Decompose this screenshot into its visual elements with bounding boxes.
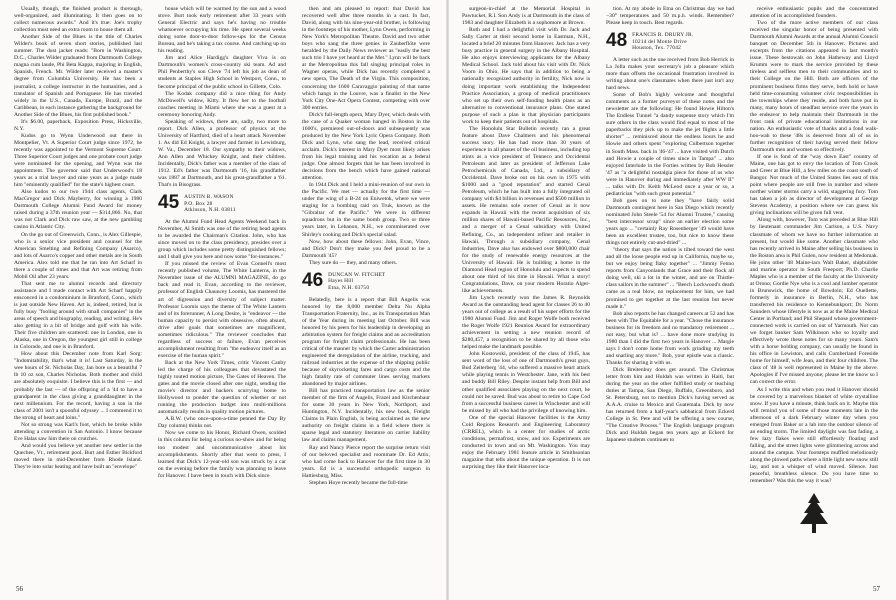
paragraph: Usually, though, the finished product is thorough, well-organized, and illuminating. It then goes on to collect numerous awards." And it's true: Joe's trophy collection must need an extra room to house them all. <box>14 6 142 34</box>
paragraph: Bob goes on to note they "have fairly solid Dartmouth contingent here in San Diego which recently nominated John Steele '54 for Alumni Trustee," causing "best intercessor scrap" since an earlier election some years ago ... "certainly Ray Rosenberger '49 would have been an excellent trustee, too, but nice to know these things not entirely cut-and-dried" ... <box>606 197 734 247</box>
secretary-name: AUSTIN B. WASON <box>184 194 234 201</box>
paragraph: Another Side of the Blues is the title of Charles Wilder's book of seven short stories, published last summer. The dust jacket reads: "Born in Washington, D.C., Charles Wilder graduated from Dartmouth College magna cum laude, Phi Beta Kappa, majoring in English, Spanish, French. Mr. Wilder later received a master's degree from Columbia University. He has been a journalist, a college instructor in the humanities, and a translator of Spanish and Portuguese. He has traveled widely in the U.S., Canada, Europe, Brazil, and the Caribbean, in each instance gathering the background for Another Side of the Blues, his first published book." <box>14 34 142 118</box>
paragraph-group <box>302 297 430 487</box>
paragraph: It's $6.00, paperback, Exposition Press, Hicksville, N.Y. <box>14 118 142 132</box>
paragraph: They sure do — they, and many others. <box>309 259 398 266</box>
paragraph: Now we come to his Honor, Richard Owen, scolded in this column for being a curious no-show and for being too modest and uncommunicative about his accomplishments. Shortly after that went to press, I learned that Dick's 12-year-old son was struck by a car on the evening before the family was planning to leave for Hanover. I have been in touch with Dick since <box>158 430 286 479</box>
right-column-1 <box>462 6 590 582</box>
left-column-2 <box>158 6 286 582</box>
secretary-name: FRANCIS R. DRURY JR. <box>632 32 694 39</box>
paragraph: Speaking of widows, there are, sadly, two more to report. Dick Allen, a professor of physics at the University of Hartford, died of a heart attack November 1. As did Ed Knight, a lawyer and farmer in Lewisburg, W. Va., December 18. Our sympathy to their widows, Ann Allen and Whickey Knight, and their children. Incidentally, Dick's father was a member of the class of 1912. Ed's father was Dartmouth '16, his grandfather was 1887 at Dartmouth, and his great-grandfather a '61. That's in Bisograss. <box>158 118 286 189</box>
left-column-1 <box>14 6 142 582</box>
address-line: 10214 del Monte Drive <box>632 38 687 45</box>
address-line: Hayes Hill <box>328 278 354 285</box>
paragraph: How about this December note from Karl Sorg: "Indomitability, that's what it is! Last Saturday, in the wee hours of St. Nicholas Day, Jan bore us a beautiful 7 lb 10 oz son, Charles Nicholas. Both mother and child are absolutely exquisite. I believe this is the first — and probably the last — of the offspring of a '44 to have a grandparent in the class giving a granddaughter in the next millennium. For the record, having a son in the class of 2001 isn't a spoonful odyssey ... I commend it to the strong of heart and loins." <box>14 351 142 421</box>
address-line: Etna, N.H. 03750 <box>328 284 370 291</box>
paragraph-group <box>606 6 734 27</box>
paragraph: In 1944 Dick and I held a mini-reunion of our own in the Pacific. We met — actually for the first time — under the wing of a B-24 on Eniwetok, where we were staging for a bombing raid on Truk, known as the "Gibraltar of the Pacific." We were in different squadrons but in the same bomb group. Two or three years later, in Lebanon, N.H., we commiserated over Shirley's cooking and Dick's special salad. <box>302 182 430 238</box>
paragraph: Jim Lynch recently won the James R. Reynolds Award as the outstanding head agent for classes 26 to 40 years out of college as a result of his super efforts for the 1980 Alumni Fund. Jim and Roger Wolfe both received the Roger Wolfe 1921 Reunion Award for extraordinary achievement in setting a new reunion record of $280,457, a recognition to be shared by all those who helped make the landmark possible. <box>462 294 590 351</box>
class-notice-46 <box>302 269 430 292</box>
class-year-number: 48 <box>606 30 628 52</box>
paragraph: As I write this and when you read it Hanover should be covered by a marvelous blanket of white crystalline snow. If you have a minute, think back on it. Maybe this will remind you of some of those moments late in the afternoon of a dark February winter day when you emerged from Baker or a lab into the outdoor silence of an ending storm. The limited daylight was fast fading, a few lazy flakes were still effortlessly floating and falling, and the street lights were glimmering across and around the campus. Your footsteps muffled melodiously along the plowed paths where a little light new snow still lay, and not a whisper of wind moved. Silence. Just peaceful, breathless silence. Do you have time to remember? Was this the way it was? <box>750 386 878 485</box>
paragraph: The Honolulu Star Bulletin recently ran a great feature about Dave Chalmers and his phenomenal success story. He has had more than 30 years of experience in all phases of the oil business, including top stints as a vice president of Tenneco and Occidental Petroleum and later as president of Jefferson Lake Petrochemicals of Canada, Ltd., a subsidiary of Occidental. Dave broke out on his own in 1975 with $1000 and a "good reputation" and started Cenal Petroleum, which he has built into a fully integrated oil company with $4 billion in revenues and $500 million in assets. He remains sole owner of Cenal as it now expands in Hawaii with the recent acquisition of six million shares of Hawaii-based Pacific Resources, Inc., and a merger of a Cenal subsidiary with United Refining, Co., an independent refiner and retailer in Hawaii. Through a subsidiary company, Cenal Industries, Dave also has endowed over $800,000 chair for the study of renewable energy resources at the University of Hawaii. He is building a home in the Diamond Head region of Honolulu and expects to spend about one third of his time in Hawaii. What a story! Congratulations, Dave, on your modern Horatio Alger-like achievements. <box>462 125 590 294</box>
paragraph: Ruth and I had a delightful visit with Dr. Jack and Sally Carter at their second home in Eastman, N.H., located a brief 20 minutes from Hanover. Jack has a very busy practice in general surgery in the Albany Hospital. He also enjoys interviewing applicants for the Albany Medical School. Jack told about his visit with Dr. Nick Voorn in Ohio. He says that in addition to being a nationally recognized authority in fertility, Nick now is doing important work establishing the Independent Practice Association, a group of medical practitioners who set up their own self-funding health plans as an alternative to conventional insurance plans. One stated purpose of such a plan is that physician participants work to keep their patients out of hospitals. <box>462 27 590 125</box>
class-secretary-address <box>328 272 385 292</box>
paragraph: Dick Breitenbuy does get around. The Christmas letter from him and Huldah was written in Haiti, but during the year on the other fulfilled study or teaching duties at Tampa, San Diego, Buffalo, Greensboro, and St. Petersburg, not to mention Dick's having served as A.A.A. cruise to Mexico and Guatemala. Dick by now has returned from a half-year's sabbatical from Eckerd College in St. Pete and will be offering a new course, "The Creative Process." The English language program Dick and Huldah began ten years ago at Eckerd for Japanese students continues to <box>606 366 734 444</box>
paragraph-group <box>606 57 734 445</box>
paragraph: Not so strong was Karl's foot, which he broke while attending a convention in San Antonio. I know because Eve Halas saw him there on crutches. <box>14 421 142 442</box>
paragraph-group <box>750 6 878 485</box>
left-column-3 <box>302 6 430 582</box>
paragraph: A.B.W. (who once-upon-a-time penned the Day By Day column) thinks not. <box>158 416 286 430</box>
paragraph: tion. At my abode in Etna on Christmas day we had −30° temperatures and 50 m.p.h. winds. Remember? Please keep in touch. Best regards. <box>606 6 734 27</box>
class-secretary-address <box>184 194 236 214</box>
paragraph: The Kodak company did a nice thing for Andy McDowell's widow, Kitty. It flew her to the football coaches meeting in Miami where she was a guest at a ceremony honoring Andy. <box>158 90 286 118</box>
paragraph: "theory that says the nation is tilted toward the west and all the loose people end up in California, maybe so, but we enjoy being flaky together" ... "Jimmy Fenno reports from Canyonlands that Grace and their flock all doing well, ski a lot in the winter, and are on Thistle-class sailors in the summer" ... "Beech Lockwood's death came as a real blow, no replacement for him, we had promised to get together at the last reunion but never made it." <box>606 247 734 310</box>
right-column-2 <box>606 6 734 582</box>
paragraph: One of the special Hanover facilities is the Army Cold Regions Research and Engineering Laboratory (CRREL), which is a center for studies of arctic conditions, permafrost, snow, and ice. Experiments are conducted in town and on Mt. Washington. You may enjoy the February 1981 feature article in Smithsonian magazine that tells about the unique operation. It is not surprising they like their Hanover loca- <box>462 414 590 471</box>
paragraph: Also kudos to our two 1944 class agents, Clark MacGregor and Dick Mayberry, for winning a 1980 Dartmouth College Alumni Fund Award for money raised during a 37th reunion year — $314,866. No, that was not Clark and Dick raw saw, at the new gambling casino in Atlantic City. <box>14 189 142 231</box>
class-year-number: 46 <box>302 269 324 291</box>
paragraph: Belatedly, here is a report that Bill Augelis was honored by the 8,000 member Delta Nu Alpha Transportation Fraternity, Inc., as its Transportation Man of the Year during its meeting last October. Bill was honored by his peers for his leadership in developing an arbitration system for freight claims and an accreditation program for freight claim professionals. He has been critical of the manner by which the Carter administration engineered the deregulation of the airline, trucking, and railroad industries at the expense of the shipping public because of skyrocketing fares and cargo costs and the high fatality rate of commuter lines serving markets abandoned by major airlines. <box>302 296 430 388</box>
paragraph: That sent me to alumni records and directory assistance and I made contact with Art Scharf happily ensconced in a condominium in Branford, Conn., which is just outside New Haven. Art is, indeed, retired, but is fully busy "fooling around with small companies" in the areas of speech and biography, reading, and writing. He's also getting in a bit of bridge and golf with his wife. Their five children are scattered: one in London, one in Alaska, one in Oregon, the youngest girl still in college in Colorado, and one is in Branford. <box>14 280 142 351</box>
paragraph: Ray and Nancy Pierce report the surprise return visit of our beloved specialist and roommate Dr. Ed Attix, who had come back to Hanover for the first time in 30 years. Ed is a successful orthopedic surgeon in Hattiesburg, Miss. <box>302 444 430 479</box>
paragraph-group <box>302 6 430 267</box>
class-year-number: 45 <box>158 192 180 214</box>
class-notice-48 <box>606 32 734 52</box>
paragraph: Bob also reports he has changed careers at 52 and has been with The Equitable for a year. "Chose the insurance business for its freedom and no mandatory retirement ... not easy, but what is? ... have done more studying in 1980 than I did the first two years in Hanover ... Margie says I don't come home from work grinding my teeth and snarling any more." Bob, your epistle was a classic. Thanks for sharing it with us. <box>606 310 734 366</box>
paragraph: John Kostowski, president of the class of 1945, has sent word of the loss of one of Dartmouth's great guys, Bud Zeiterberg '44, who suffered a massive heart attack while playing tennis in Westchester. Jane, with his best and buddy Bill Riley. Despite instant help from Bill and other qualified associates playing on the next court, he could not be saved. Bud was about to retire to Cape Cod from a successful business career in Winchester and will be missed by all who had the privilege of knowing him. <box>462 351 590 414</box>
paragraph: Stephen Hoye recently became the full-time <box>309 479 408 486</box>
pine-tree-icon <box>750 491 878 537</box>
paragraph: Jim and Alice Hardigg's daughter Viva is on Dartmouth's women's cross-country ski team. Ad and Phil Penberthy's son Cleve '74 left his job as dean of students at Staples High School in Westport, Conn., to become principal of the public school in Gillette, Colo. <box>158 55 286 90</box>
paragraph: Bill has practiced transportation law as the senior member of the firm of Augelis, Frazel and Kirchenbaur for some 30 years in New York, Northport, and Huntington, N.Y. Incidentally, his new book, Freight Claims in Plain English, is being acclaimed as the new authority on freight claims in a field where there is sparse legal and statutory literature on carrier liability law and claims management. <box>302 388 430 444</box>
paragraph: then and am pleased to report: that David has recovered well after three months in a cast. In fact, David, along with his nine-year-old brother, is following in the footsteps of his mother, Lynn Owen, performing in New York's Metropolitan Theatre. David and two other boys who sang the three genies in Zauberflöte were heralded by the Daily News reviewer as "easily the best such trio I have yet heard at the Met." Lynn will be back at the Metropolitan this fall singing principal roles in Wagner operas, while Dick has recently completed a new opera, The Death of the Virgin. This composition, concerning the 1600 Caravaggio painting of that name which hangs in the Louvre, was a finalist in the New York City One-Act Opera Contest, competing with over 300 entries. <box>302 6 430 111</box>
paragraph: And would you believe yet another new settler in the Quechee, Vt., retirement pool. Burt and Esther Bickford moved there in mid-December from Rhode Island. They're into solar heating and have built an "envelope" <box>14 442 142 471</box>
page-number: 57 <box>873 585 880 593</box>
address-line: P.O. Box 28 <box>184 200 213 207</box>
paragraph: house which will be warmed by the sun and a wood stove. Burt took early retirement after 33 years with General Electric and says he's having no trouble whatsoever occupying his time. He spent several weeks doing some door-to-door follow-ups for the Census Bureau, and he's taking a tax course. And catching up on his reading. <box>158 6 286 55</box>
secretary-name: DUNCAN W. FITCHET <box>328 271 386 278</box>
paragraph: If one is fond of the "way down East" country of Maine, one has got to envy the location of Tom Crook and Greer at Blue Hill, a few miles on the coast south of Bangor. Not much of the United States lies east of this point where people are still free in number and where norther winter storms carry a wild, staggering fury. Tom has taken a job as director of development at George Stevens Academy, a position where we can guess his giving inclinations will be given full vent. <box>750 153 878 217</box>
address-line: Atkinson, N.H. 03811 <box>184 207 236 214</box>
right-page <box>448 0 896 600</box>
class-secretary-address <box>632 32 693 52</box>
address-line: Houston, Tex. 77042 <box>632 45 681 52</box>
page-number: 56 <box>16 585 23 593</box>
paragraph: Back at the New York Times, critic Vincent Canby led the charge of his colleagues that devastated the highly touted motion picture, The Gates of Heaven. The gates and the movie closed after one night, sending the movie's director and backers scurrying home to Hollywood to ponder the question of whether or not running the production budget into multi-millions automatically results in quality motion pictures. <box>158 359 286 416</box>
paragraph-group <box>158 6 286 189</box>
paragraph: surgeon-in-chief at the Memorial Hospital in Pawtucket, R.I. Son Andy is at Dartmouth in the class of 1983 and daughter Elizabeth is a sophomore at Brown. <box>462 6 590 27</box>
paragraph: Dick's full-length opera, Mary Dyer, which deals with the case of a Quaker woman hanged in Boston in the 1600's, premiered out-of-doors and subsequently was produced by the New York Lyric Opera Company. Both Dick and Lynn, who sang the lead, received critical acclaim. Dick's interest in Mary Dyer most likely arises from his legal training and his vocation as a federal judge. One almost forgets that he has been involved in decisions from the bench which have gained national attention. <box>302 111 430 182</box>
paragraph-group <box>158 219 286 480</box>
paragraph: Some of Bob's highly welcome and thoughtful comments as a former purveyor of these notes and the newsletter are the following: He found Howie Hilton's The Endless Tunnel "a dandy suspense story which I'm sure others in the class would find equal to most of the paperbacks they pick up to make the jet flights a little shorter" ... reminisced about the endless hours he and Howie and others spent "exploring Culbertson together in South Mass. back in '46-'47 ... have visited with Dutch and Howie a couple of times since in Tampa" ... also enjoyed Interlude in the Forties written by Bob Hessler '47 as "a delightful nostalgia piece for those of us who were in Hanover during and immediately after WW II" ... talks with Dr. Keith McLeod once a year or so, a pediatrician "with such great potential." <box>606 92 734 197</box>
right-column-3 <box>750 6 878 582</box>
paragraph: If you missed the review of Evan Connell's most recently published volume, The White Lanterns, in the November issue of the ALUMNI MAGAZINE, do go back and read it. Evan, according to the reviewer, professor of English Chauncey Loomis, has mastered the art of digression and diversity of subject matter. Professor Loomis says the theme of The White Lantern and of its forerunner, A Long Desire, is "endeavor — the human capacity to persist with obsessive, often absurd, drive after goals that sometimes are magnificent, sometimes ridiculous." The reviewer concludes that regardless of success or failure, Evan perceives accomplishment resulting from "the endeavor itself as an exercise of the human spirit." <box>158 261 286 359</box>
paragraph: A letter such as the one received from Bob Herrick in La Jolla makes your secretary's job a pleasure which more than offsets the occasional frustration involved in writing about one's classmates when there just isn't any hard news. <box>606 56 734 92</box>
paragraph: Kudos go to Wynn Underwood out there in Montpelier, Vt. A Superior Court judge since 1972, he recently was appointed to the Vermont Supreme Court. Three Superior Court judges and one probate court judge were nominated for the opening, and Wynn was the appointment. The governor said that Underwood's 18 years as a trial lawyer and nine years as a judge made him "eminently qualified" for the state's highest court. <box>14 132 142 189</box>
paragraph: Two of the more active members of our class received the singular honor of being presented with Dartmouth Alumni Awards at the annual Alumni Council banquet on December 5th in Hanover. Pictures and excerpts from the citations appeared in last month's issue. These bestowals on John Hatheway and Lloyd Krumm were to mark the service provided by these tireless and selfless men to their communities and to their College on the Hill. Both are officers of the prominent business firms they serve, both hold or have held time-consuming volunteer civic responsibilities in the townships where they reside, and both have put in many, many hours of steadfast service over the years in the endeavor to help maintain their Dartmouth in the front rank of private educational institutions in our nation. An enthusiastic vote of thanks and a fond walk-hoo-wah to these '48s is deserved from all of us in further recognition of their having served their fellow Dartmouth men and women so effectively. <box>750 20 878 153</box>
paragraph: Now, how about these fellows: John, Evan, Vince, and Dick? Don't they make you feel proud to be a Dartmouth '45? <box>302 238 430 259</box>
paragraph-group <box>14 6 142 471</box>
paragraph: At the Alumni Fund Head Agents Weekend back in November, Al Smith was one of the retiring head agents to be awarded the Chairman's Citation. John, who has since moved on to the class presidency, presides over a group which includes some pretty distinguished fellows; and I shall give you here and now some "for-instances." <box>158 219 286 261</box>
paragraph: Along with, however, Tom was preceded at Blue Hill by lieutenant commander Jim Carlson, a U.S. Navy classmate of whom we have no further information at present, but would like some. Another classmate who has recently arrived in Maine after selling his business in the Boston area is Phil Gulen, now resident at Medomak. He joins other '48 Maine-iacs Walt Baker, shipbuilder and marine operator in South Freeport; Ph.D. Charlie Maples who is a member of the faculty at the University at Orono; Gordie Nye who is a cool and lumber operator in Brunswick, the home of Bowdoin; Ed Ouellette, formerly in insurance in Berlin, N.H., who has transferred his residence to Kennebunkport; Dr. Norm Saunders whose lifestyle is now as at the Maine Medical Center in Portland; and Phil Shepard whose government-connected work is carried on out of Yarmouth. Nor can we forget banker Sam Wilkinson who so loyally and effectively wrote these notes for so many years. Sam's with a horse holding company, can usually be found in his office in Lewiston, and calls Cumberland Foreside home for himself, wife Jean, and their four children. The class of '48 is well represented in Maine by the above. Apologies if I've missed anyone; please let me know so I can correct the error. <box>750 217 878 386</box>
paragraph: On the go out of Greenwich, Conn., is Alex Gillespie, who is a senior vice president and counsel for the American Smelting and Refining Company (Asarco), and lots of Asarco's copper and other metals are in South America. Alex told me that he ran into Art Scharf in there a couple of times and that Art was retiring from Mobil Oil after 23 years. <box>14 231 142 280</box>
class-notice-45 <box>158 194 286 214</box>
paragraph: receive enthusiastic pupils and the concentrated attention of its accomplished founders. <box>750 6 878 20</box>
paragraph-group <box>462 6 590 471</box>
